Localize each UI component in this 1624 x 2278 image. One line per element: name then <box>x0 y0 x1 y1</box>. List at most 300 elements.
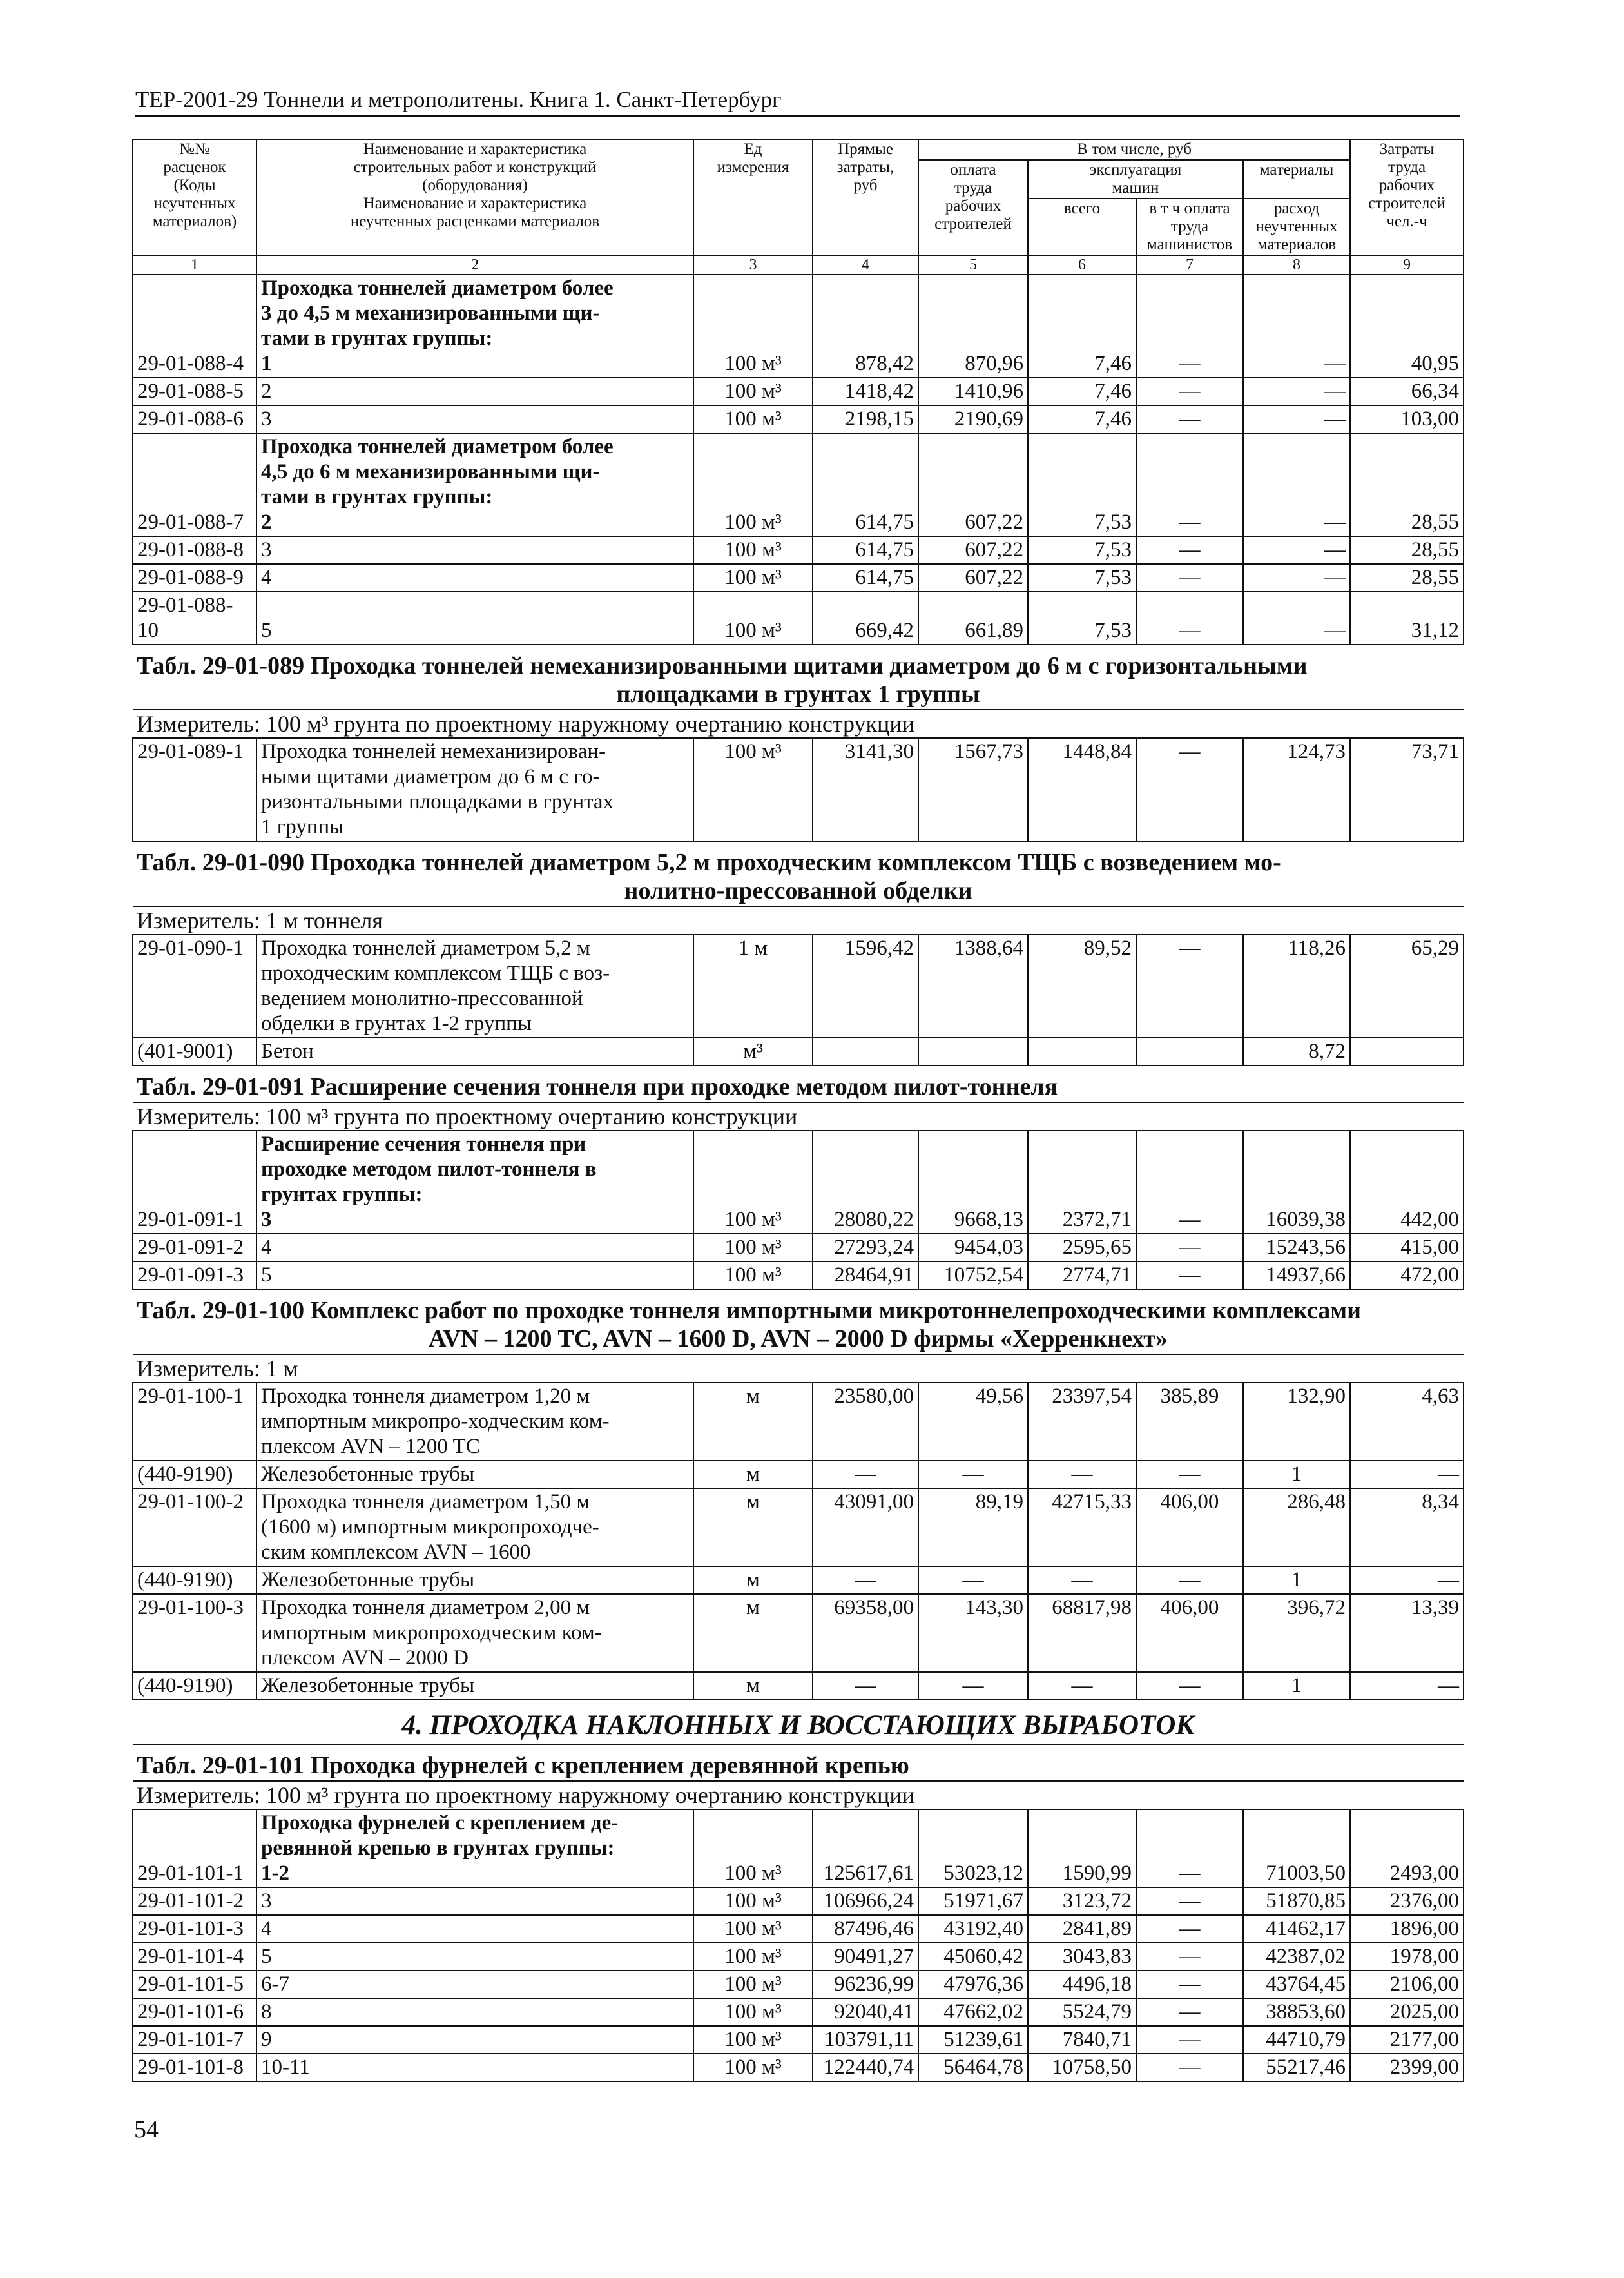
material-name: Железобетонные трубы <box>256 1566 693 1594</box>
material-code: (401-9001) <box>133 1038 256 1066</box>
labor-hours: 472,00 <box>1350 1261 1464 1289</box>
labor-wages: 49,56 <box>918 1383 1028 1461</box>
machinist-wages: — <box>1136 433 1243 536</box>
table-row <box>133 1887 1464 1915</box>
unit: 100 м³ <box>693 592 813 645</box>
header-materials: материалы <box>1243 160 1350 199</box>
direct-cost: 43091,00 <box>813 1488 918 1566</box>
machinist-wages: — <box>1136 564 1243 592</box>
section-title: 4. ПРОХОДКА НАКЛОННЫХ И ВОССТАЮЩИХ ВЫРАБОТОК <box>133 1700 1464 1744</box>
unit: 100 м³ <box>693 564 813 592</box>
labor-wages: 661,89 <box>918 592 1028 645</box>
unit: 100 м³ <box>693 738 813 841</box>
labor-hours: 2106,00 <box>1350 1971 1464 1998</box>
unit: 100 м³ <box>693 1809 813 1887</box>
labor-hours: 1896,00 <box>1350 1915 1464 1943</box>
column-number: 8 <box>1243 255 1350 275</box>
direct-cost: — <box>813 1566 918 1594</box>
labor-wages: 47976,36 <box>918 1971 1028 1998</box>
unit: 100 м³ <box>693 1234 813 1261</box>
running-title: ТЕР-2001-29 Тоннели и метрополитены. Книга 1. Санкт-Петербург <box>135 87 1460 117</box>
machinist-wages: — <box>1136 1566 1243 1594</box>
unit-of-measure: Измеритель: 100 м³ грунта по проектному наружному очертанию конструкции <box>133 1781 1464 1809</box>
rate-code: 29-01-088-4 <box>133 275 256 378</box>
direct-cost: 27293,24 <box>813 1234 918 1261</box>
column-number: 1 <box>133 255 256 275</box>
machines-total: 7,53 <box>1028 564 1136 592</box>
machinist-wages: 385,89 <box>1136 1383 1243 1461</box>
table-row <box>133 592 1464 645</box>
unit-row <box>133 710 1464 738</box>
rate-name: 4 <box>256 1234 693 1261</box>
unit: м <box>693 1461 813 1488</box>
header-machines: эксплуатация машин <box>1028 160 1243 199</box>
machinist-wages: — <box>1136 275 1243 378</box>
column-number: 3 <box>693 255 813 275</box>
rate-name: 5 <box>256 1943 693 1971</box>
table-title: Табл. 29-01-091 Расширение сечения тоннеля при проходке методом пилот-тоннеля <box>133 1066 1464 1102</box>
table-row <box>133 405 1464 433</box>
labor-wages: 47662,02 <box>918 1998 1028 2026</box>
table-row <box>133 1383 1464 1461</box>
labor-hours: — <box>1350 1461 1464 1488</box>
header-col3: Ед измерения <box>693 139 813 255</box>
unit-of-measure: Измеритель: 1 м <box>133 1354 1464 1383</box>
header-row-1 <box>133 139 1464 160</box>
labor-wages <box>918 1038 1028 1066</box>
table-row <box>133 1943 1464 1971</box>
table-row <box>133 1594 1464 1672</box>
direct-cost: 28464,91 <box>813 1261 918 1289</box>
table-row <box>133 935 1464 1038</box>
labor-wages: 870,96 <box>918 275 1028 378</box>
machines-total: 2841,89 <box>1028 1915 1136 1943</box>
machines-total: 5524,79 <box>1028 1998 1136 2026</box>
labor-hours: 2399,00 <box>1350 2054 1464 2081</box>
materials-cost: — <box>1243 275 1350 378</box>
header-col7: в т ч оплата труда машинистов <box>1136 199 1243 255</box>
rate-code: 29-01-088-10 <box>133 592 256 645</box>
rates-table <box>132 139 1464 2082</box>
direct-cost: 669,42 <box>813 592 918 645</box>
machines-total: 2774,71 <box>1028 1261 1136 1289</box>
labor-wages: 9454,03 <box>918 1234 1028 1261</box>
direct-cost: 23580,00 <box>813 1383 918 1461</box>
labor-wages: 9668,13 <box>918 1131 1028 1234</box>
table-row <box>133 1261 1464 1289</box>
labor-wages: — <box>918 1461 1028 1488</box>
labor-hours: 2493,00 <box>1350 1809 1464 1887</box>
table-row <box>133 433 1464 536</box>
machines-total: 7840,71 <box>1028 2026 1136 2054</box>
labor-hours: 28,55 <box>1350 536 1464 564</box>
labor-wages: 43192,40 <box>918 1915 1028 1943</box>
table-row <box>133 1131 1464 1234</box>
rate-code: 29-01-089-1 <box>133 738 256 841</box>
materials-cost: 41462,17 <box>1243 1915 1350 1943</box>
table-title: Табл. 29-01-100 Комплекс работ по проходке тоннеля импортными микротоннелепроходческими комплексами AVN – 1200 TC, AVN – 1600 D, AVN – 2000 D фирмы «Херренкнехт» <box>133 1289 1464 1354</box>
materials-cost: 124,73 <box>1243 738 1350 841</box>
labor-hours: 8,34 <box>1350 1488 1464 1566</box>
machines-total: 1590,99 <box>1028 1809 1136 1887</box>
labor-hours: 415,00 <box>1350 1234 1464 1261</box>
rate-code: 29-01-091-1 <box>133 1131 256 1234</box>
machines-total: 68817,98 <box>1028 1594 1136 1672</box>
direct-cost: 125617,61 <box>813 1809 918 1887</box>
machinist-wages: — <box>1136 405 1243 433</box>
rate-name: Проходка тоннелей немеханизирован- ными щитами диаметром до 6 м с го- ризонтальными площадками в грунтах 1 группы <box>256 738 693 841</box>
machinist-wages: — <box>1136 592 1243 645</box>
machinist-wages: — <box>1136 738 1243 841</box>
unit: 1 м <box>693 935 813 1038</box>
labor-wages: 51239,61 <box>918 2026 1028 2054</box>
table-row <box>133 1971 1464 1998</box>
machines-total: — <box>1028 1566 1136 1594</box>
material-name: Бетон <box>256 1038 693 1066</box>
material-row <box>133 1672 1464 1700</box>
machinist-wages: — <box>1136 378 1243 405</box>
machinist-wages <box>1136 1038 1243 1066</box>
materials-cost: 1 <box>1243 1672 1350 1700</box>
labor-wages: 143,30 <box>918 1594 1028 1672</box>
rate-code: 29-01-101-1 <box>133 1809 256 1887</box>
rate-name: 10-11 <box>256 2054 693 2081</box>
table-row <box>133 378 1464 405</box>
machinist-wages: — <box>1136 1971 1243 1998</box>
labor-wages: — <box>918 1672 1028 1700</box>
materials-cost: 43764,45 <box>1243 1971 1350 1998</box>
materials-cost: 55217,46 <box>1243 2054 1350 2081</box>
unit: 100 м³ <box>693 275 813 378</box>
table-row <box>133 536 1464 564</box>
direct-cost: 92040,41 <box>813 1998 918 2026</box>
column-number: 6 <box>1028 255 1136 275</box>
materials-cost: 396,72 <box>1243 1594 1350 1672</box>
table-title: Табл. 29-01-090 Проходка тоннелей диаметром 5,2 м проходческим комплексом ТЩБ с возведением мо- нолитно-прессованной обделки <box>133 841 1464 906</box>
machinist-wages: — <box>1136 1261 1243 1289</box>
table-title-100 <box>133 1289 1464 1354</box>
unit: м <box>693 1566 813 1594</box>
machinist-wages: 406,00 <box>1136 1594 1243 1672</box>
materials-cost: 44710,79 <box>1243 2026 1350 2054</box>
materials-cost: 1 <box>1243 1461 1350 1488</box>
labor-hours <box>1350 1038 1464 1066</box>
labor-hours: 28,55 <box>1350 564 1464 592</box>
direct-cost: 614,75 <box>813 536 918 564</box>
materials-cost: — <box>1243 592 1350 645</box>
table-row <box>133 1809 1464 1887</box>
unit: 100 м³ <box>693 1943 813 1971</box>
machinist-wages: — <box>1136 1461 1243 1488</box>
unit-of-measure: Измеритель: 1 м тоннеля <box>133 906 1464 935</box>
rate-name: 5 <box>256 592 693 645</box>
unit: 100 м³ <box>693 378 813 405</box>
rate-code: 29-01-101-8 <box>133 2054 256 2081</box>
rate-name: 3 <box>256 405 693 433</box>
rate-code: 29-01-090-1 <box>133 935 256 1038</box>
header-col1: №№ расценок (Коды неучтенных материалов) <box>133 139 256 255</box>
unit: 100 м³ <box>693 1998 813 2026</box>
header-col6: всего <box>1028 199 1136 255</box>
rates-table-body <box>133 139 1464 2081</box>
labor-wages: 53023,12 <box>918 1809 1028 1887</box>
rate-name: 9 <box>256 2026 693 2054</box>
header-col8: расход неучтенных материалов <box>1243 199 1350 255</box>
table-title-101 <box>133 1744 1464 1781</box>
rate-code: 29-01-101-6 <box>133 1998 256 2026</box>
materials-cost: 16039,38 <box>1243 1131 1350 1234</box>
header-col4: Прямые затраты, руб <box>813 139 918 255</box>
labor-wages: 45060,42 <box>918 1943 1028 1971</box>
rate-name: 2 <box>256 378 693 405</box>
rate-code: 29-01-100-3 <box>133 1594 256 1672</box>
materials-cost: — <box>1243 433 1350 536</box>
direct-cost: 878,42 <box>813 275 918 378</box>
labor-wages: 10752,54 <box>918 1261 1028 1289</box>
machinist-wages: — <box>1136 1672 1243 1700</box>
group-title: Проходка фурнелей с креплением де- ревянной крепью в грунтах группы: 1-2 <box>256 1809 693 1887</box>
unit-row <box>133 906 1464 935</box>
labor-hours: 73,71 <box>1350 738 1464 841</box>
direct-cost: — <box>813 1672 918 1700</box>
machinist-wages: — <box>1136 536 1243 564</box>
direct-cost: 87496,46 <box>813 1915 918 1943</box>
table-row <box>133 564 1464 592</box>
machines-total: 1448,84 <box>1028 738 1136 841</box>
rate-name: 3 <box>256 536 693 564</box>
unit: 100 м³ <box>693 536 813 564</box>
machines-total <box>1028 1038 1136 1066</box>
direct-cost: 96236,99 <box>813 1971 918 1998</box>
material-name: Железобетонные трубы <box>256 1672 693 1700</box>
direct-cost: 614,75 <box>813 433 918 536</box>
materials-cost: 51870,85 <box>1243 1887 1350 1915</box>
table-title-089 <box>133 645 1464 710</box>
unit: 100 м³ <box>693 1915 813 1943</box>
machines-total: 2372,71 <box>1028 1131 1136 1234</box>
direct-cost: 69358,00 <box>813 1594 918 1672</box>
column-number: 2 <box>256 255 693 275</box>
labor-hours: 28,55 <box>1350 433 1464 536</box>
machines-total: — <box>1028 1461 1136 1488</box>
labor-wages: 1388,64 <box>918 935 1028 1038</box>
machines-total: 7,46 <box>1028 378 1136 405</box>
labor-hours: 31,12 <box>1350 592 1464 645</box>
machinist-wages: — <box>1136 1809 1243 1887</box>
materials-cost: 38853,60 <box>1243 1998 1350 2026</box>
machinist-wages: — <box>1136 1943 1243 1971</box>
materials-cost: 42387,02 <box>1243 1943 1350 1971</box>
direct-cost: 106966,24 <box>813 1887 918 1915</box>
materials-cost: 14937,66 <box>1243 1261 1350 1289</box>
unit: м <box>693 1672 813 1700</box>
machines-total: 3043,83 <box>1028 1943 1136 1971</box>
labor-hours: 13,39 <box>1350 1594 1464 1672</box>
machinist-wages: — <box>1136 935 1243 1038</box>
unit: 100 м³ <box>693 2054 813 2081</box>
group-title: Проходка тоннелей диаметром более 4,5 до 6 м механизированными щи- тами в грунтах группы: 2 <box>256 433 693 536</box>
column-number: 4 <box>813 255 918 275</box>
direct-cost: 3141,30 <box>813 738 918 841</box>
material-code: (440-9190) <box>133 1672 256 1700</box>
labor-wages: 607,22 <box>918 536 1028 564</box>
rate-code: 29-01-088-6 <box>133 405 256 433</box>
table-row <box>133 2054 1464 2081</box>
machinist-wages: — <box>1136 1915 1243 1943</box>
rate-name: Проходка тоннеля диаметром 1,20 м импортным микропро-ходческим ком- плексом AVN – 1200 TC <box>256 1383 693 1461</box>
direct-cost: 1418,42 <box>813 378 918 405</box>
labor-wages: 56464,78 <box>918 2054 1028 2081</box>
materials-cost: 71003,50 <box>1243 1809 1350 1887</box>
machines-total: 7,53 <box>1028 433 1136 536</box>
machines-total: — <box>1028 1672 1136 1700</box>
rate-code: 29-01-091-3 <box>133 1261 256 1289</box>
column-numbers-row <box>133 255 1464 275</box>
labor-hours: 2025,00 <box>1350 1998 1464 2026</box>
machines-total: 7,53 <box>1028 536 1136 564</box>
rate-code: 29-01-088-5 <box>133 378 256 405</box>
labor-hours: 66,34 <box>1350 378 1464 405</box>
unit: 100 м³ <box>693 2026 813 2054</box>
group-title: Проходка тоннелей диаметром более 3 до 4,5 м механизированными щи- тами в грунтах группы: 1 <box>256 275 693 378</box>
table-row <box>133 1488 1464 1566</box>
table-row <box>133 1915 1464 1943</box>
machinist-wages: 406,00 <box>1136 1488 1243 1566</box>
unit: 100 м³ <box>693 1131 813 1234</box>
labor-wages: 51971,67 <box>918 1887 1028 1915</box>
rate-code: 29-01-100-2 <box>133 1488 256 1566</box>
machinist-wages: — <box>1136 1887 1243 1915</box>
table-row <box>133 1234 1464 1261</box>
rate-name: Проходка тоннеля диаметром 1,50 м (1600 м) импортным микропроходче- ским комплексом AVN – 1600 <box>256 1488 693 1566</box>
unit: 100 м³ <box>693 1261 813 1289</box>
rate-code: 29-01-088-8 <box>133 536 256 564</box>
machines-total: 2595,65 <box>1028 1234 1136 1261</box>
machines-total: 7,53 <box>1028 592 1136 645</box>
labor-hours: 65,29 <box>1350 935 1464 1038</box>
labor-wages: 1410,96 <box>918 378 1028 405</box>
header-col2: Наименование и характеристика строительных работ и конструкций (оборудования) Наименование и характеристика неучтенных расценками материалов <box>256 139 693 255</box>
unit: 100 м³ <box>693 405 813 433</box>
rate-name: 3 <box>256 1887 693 1915</box>
rate-code: 29-01-101-4 <box>133 1943 256 1971</box>
table-row <box>133 275 1464 378</box>
unit: м <box>693 1383 813 1461</box>
materials-cost: 132,90 <box>1243 1383 1350 1461</box>
rate-name: Проходка тоннелей диаметром 5,2 м проходческим комплексом ТЩБ с воз- ведением монолитно-прессованной обделки в грунтах 1-2 группы <box>256 935 693 1038</box>
material-row <box>133 1566 1464 1594</box>
unit-of-measure: Измеритель: 100 м³ грунта по проектному наружному очертанию конструкции <box>133 710 1464 738</box>
labor-wages: 607,22 <box>918 564 1028 592</box>
materials-cost: 1 <box>1243 1566 1350 1594</box>
rate-name: 8 <box>256 1998 693 2026</box>
unit-row <box>133 1102 1464 1131</box>
machinist-wages: — <box>1136 1234 1243 1261</box>
materials-cost: — <box>1243 378 1350 405</box>
labor-wages: — <box>918 1566 1028 1594</box>
table-title-091 <box>133 1066 1464 1102</box>
material-code: (440-9190) <box>133 1461 256 1488</box>
materials-cost: 15243,56 <box>1243 1234 1350 1261</box>
materials-cost: 118,26 <box>1243 935 1350 1038</box>
direct-cost: 90491,27 <box>813 1943 918 1971</box>
material-code: (440-9190) <box>133 1566 256 1594</box>
machinist-wages: — <box>1136 1131 1243 1234</box>
labor-hours: 40,95 <box>1350 275 1464 378</box>
labor-hours: 2376,00 <box>1350 1887 1464 1915</box>
header-col9: Затраты труда рабочих строителей чел.-ч <box>1350 139 1464 255</box>
materials-cost: 286,48 <box>1243 1488 1350 1566</box>
machines-total: 10758,50 <box>1028 2054 1136 2081</box>
unit-of-measure: Измеритель: 100 м³ грунта по проектному очертанию конструкции <box>133 1102 1464 1131</box>
machines-total: 7,46 <box>1028 405 1136 433</box>
labor-wages: 607,22 <box>918 433 1028 536</box>
unit: м³ <box>693 1038 813 1066</box>
rate-code: 29-01-101-7 <box>133 2026 256 2054</box>
column-number: 7 <box>1136 255 1243 275</box>
machines-total: 89,52 <box>1028 935 1136 1038</box>
direct-cost: 28080,22 <box>813 1131 918 1234</box>
direct-cost: — <box>813 1461 918 1488</box>
page-number: 54 <box>134 2116 159 2143</box>
materials-cost: 8,72 <box>1243 1038 1350 1066</box>
labor-hours: 1978,00 <box>1350 1943 1464 1971</box>
rate-code: 29-01-101-5 <box>133 1971 256 1998</box>
header-including: В том числе, руб <box>918 139 1350 160</box>
machinist-wages: — <box>1136 2026 1243 2054</box>
rate-code: 29-01-100-1 <box>133 1383 256 1461</box>
direct-cost <box>813 1038 918 1066</box>
unit: м <box>693 1488 813 1566</box>
column-number: 5 <box>918 255 1028 275</box>
column-number: 9 <box>1350 255 1464 275</box>
machines-total: 7,46 <box>1028 275 1136 378</box>
unit-row <box>133 1354 1464 1383</box>
labor-hours: — <box>1350 1672 1464 1700</box>
rate-code: 29-01-088-7 <box>133 433 256 536</box>
table-title-090 <box>133 841 1464 906</box>
machines-total: 3123,72 <box>1028 1887 1136 1915</box>
machinist-wages: — <box>1136 1998 1243 2026</box>
unit: 100 м³ <box>693 1887 813 1915</box>
labor-wages: 89,19 <box>918 1488 1028 1566</box>
table-row <box>133 738 1464 841</box>
materials-cost: — <box>1243 536 1350 564</box>
unit: 100 м³ <box>693 433 813 536</box>
direct-cost: 614,75 <box>813 564 918 592</box>
rate-name: 4 <box>256 564 693 592</box>
group-title: Расширение сечения тоннеля при проходке методом пилот-тоннеля в грунтах группы: 3 <box>256 1131 693 1234</box>
unit: м <box>693 1594 813 1672</box>
labor-hours: 4,63 <box>1350 1383 1464 1461</box>
direct-cost: 103791,11 <box>813 2026 918 2054</box>
machines-total: 42715,33 <box>1028 1488 1136 1566</box>
unit: 100 м³ <box>693 1971 813 1998</box>
material-row <box>133 1461 1464 1488</box>
rate-code: 29-01-101-2 <box>133 1887 256 1915</box>
labor-hours: 2177,00 <box>1350 2026 1464 2054</box>
rate-code: 29-01-091-2 <box>133 1234 256 1261</box>
direct-cost: 2198,15 <box>813 405 918 433</box>
labor-hours: 103,00 <box>1350 405 1464 433</box>
table-title: Табл. 29-01-101 Проходка фурнелей с креплением деревянной крепью <box>133 1744 1464 1781</box>
labor-wages: 1567,73 <box>918 738 1028 841</box>
table-row <box>133 2026 1464 2054</box>
materials-cost: — <box>1243 564 1350 592</box>
labor-wages: 2190,69 <box>918 405 1028 433</box>
rate-code: 29-01-101-3 <box>133 1915 256 1943</box>
materials-cost: — <box>1243 405 1350 433</box>
